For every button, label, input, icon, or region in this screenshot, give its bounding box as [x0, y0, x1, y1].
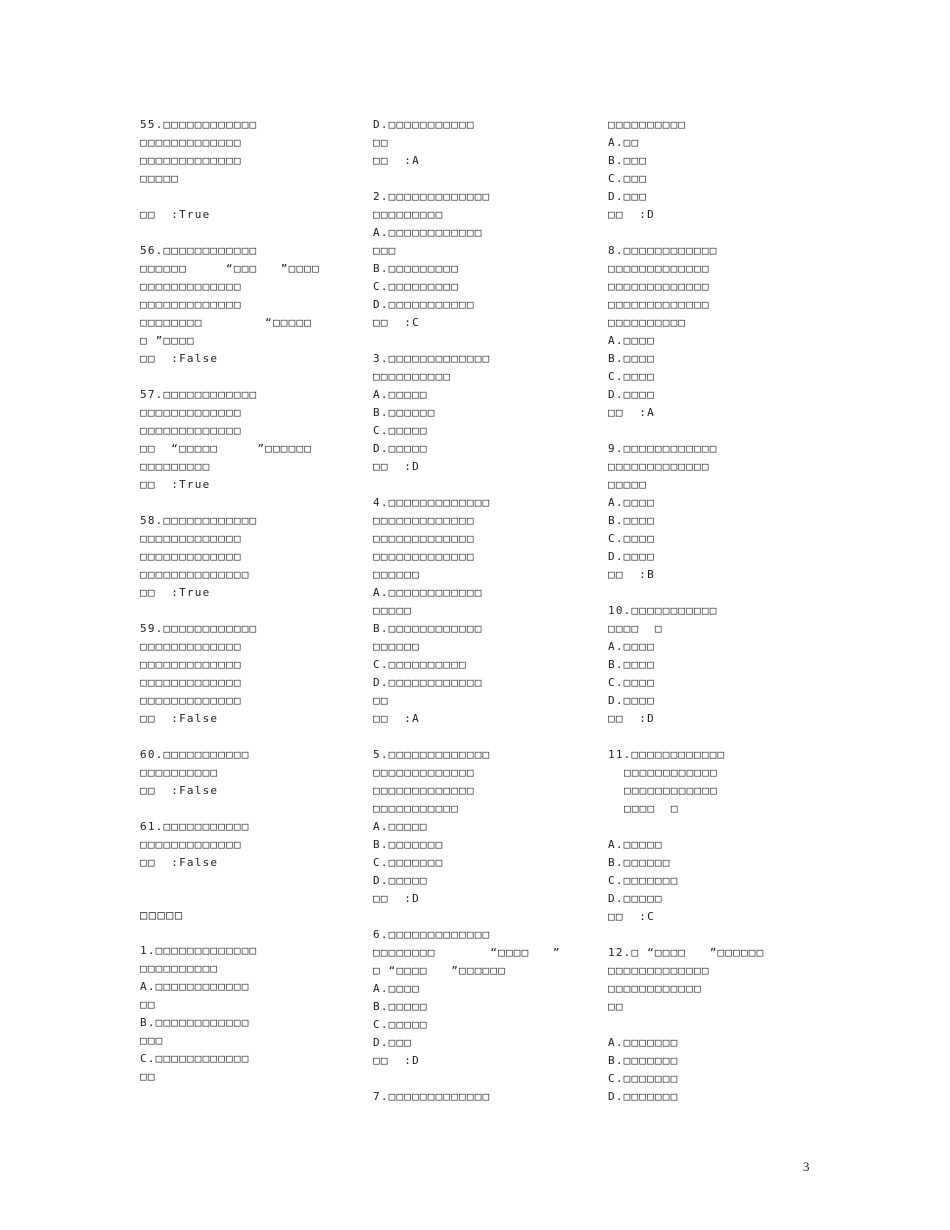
- question-text: □□□□□□□□□□□□□: [140, 676, 242, 689]
- option: B.□□□□□□□: [608, 1054, 679, 1067]
- option: B.□□□□□□: [608, 856, 671, 869]
- question-56: [140, 242, 355, 350]
- option: A.□□□□□□□□□□□□: [373, 226, 483, 239]
- question-text: □□□□□□□□□□□□□: [373, 532, 475, 545]
- option: D.□□□□□: [608, 892, 663, 905]
- question-text: □□ “□□□□□ ”□□□□□□: [140, 442, 313, 455]
- question-text: □□□□□□□□□□□□□: [608, 298, 710, 311]
- section-heading: □□□□□: [140, 908, 184, 922]
- question-text: □□□□□□□□□□□□□: [608, 262, 710, 275]
- option: D.□□□□□□□□□□□: [373, 298, 475, 311]
- option: □□: [373, 694, 389, 707]
- option: B.□□□□: [608, 658, 655, 671]
- question-7: [373, 1088, 588, 1106]
- question-60: [140, 746, 355, 782]
- question-text: □□□□□□□□□□□□□: [140, 136, 242, 149]
- option: B.□□□□□□: [373, 406, 436, 419]
- question-text: □□□□□□□□□□□□□: [140, 406, 242, 419]
- question-text: □□□□□□ “□□□ ”□□□□: [140, 262, 320, 275]
- question-text: 11.□□□□□□□□□□□□: [608, 748, 726, 761]
- answer: □□ :A: [373, 712, 420, 725]
- option: A.□□□□□: [608, 838, 663, 851]
- question-text: 2.□□□□□□□□□□□□□: [373, 190, 491, 203]
- question-text: 6.□□□□□□□□□□□□□: [373, 928, 491, 941]
- option: B.□□□□□□□□□□□□: [373, 622, 483, 635]
- question-text: □ “□□□□ ”□□□□□□: [373, 964, 506, 977]
- question-text: □□□□□□□□□□□□□: [140, 838, 242, 851]
- option: D.□□□□: [608, 388, 655, 401]
- option: C.□□□□□: [373, 1018, 428, 1031]
- question-text: □□□□□□□□ “□□□□□: [140, 316, 313, 329]
- option: B.□□□□: [608, 352, 655, 365]
- question-text: □□□□□□□□□□: [608, 316, 687, 329]
- page-number: 3: [803, 1159, 810, 1174]
- option: C.□□□□: [608, 370, 655, 383]
- question-11: [608, 746, 823, 818]
- option: A.□□□□: [608, 334, 655, 347]
- option: D.□□□: [608, 190, 648, 203]
- question-text: 59.□□□□□□□□□□□□: [140, 622, 258, 635]
- option: C.□□□□□: [373, 424, 428, 437]
- question-text: □□□□□□□□ “□□□□ ”: [373, 946, 561, 959]
- option: B.□□□□□: [373, 1000, 428, 1013]
- question-text: □□□□□□□□□□□□□: [140, 298, 242, 311]
- question-text: □□□□□□□□□□□: [373, 802, 460, 815]
- answer: □□ :False: [140, 784, 219, 797]
- option: D.□□□□□□□□□□□□: [373, 676, 483, 689]
- question-text: □□□□□□□□□□□□□: [608, 280, 710, 293]
- option: □□□: [140, 1034, 164, 1047]
- option: C.□□□□□□□□□□□□: [140, 1052, 250, 1065]
- question-1: [140, 942, 355, 1086]
- answer: □□ :False: [140, 352, 219, 365]
- question-58: [140, 512, 355, 584]
- question-text: □□□□□□□□□□□□□: [608, 460, 710, 473]
- question-9: [608, 440, 823, 566]
- question-text: □□□□□□□□□□□□□: [140, 658, 242, 671]
- question-text: 8.□□□□□□□□□□□□: [608, 244, 718, 257]
- option: A.□□□□□□□: [608, 1036, 679, 1049]
- question-text: □ ”□□□□: [140, 334, 195, 347]
- question-text: □□□□□□□□□□□□□: [140, 694, 242, 707]
- question-text: □□□□□□□□□□□□□: [373, 784, 475, 797]
- answer: □□ :D: [608, 712, 655, 725]
- question-text: □□□□□: [140, 172, 180, 185]
- option: □□□□□□: [373, 640, 420, 653]
- question-text: □□□□□□□□□: [373, 208, 444, 221]
- option: C.□□□□□□□□□□: [373, 658, 467, 671]
- question-6: [373, 926, 588, 1052]
- question-text: □□□□□□□□□□□□□□: [140, 568, 250, 581]
- answer: □□ :True: [140, 478, 211, 491]
- answer: □□ :D: [373, 460, 420, 473]
- option: D.□□□□□□□: [608, 1090, 679, 1103]
- question-12: [608, 944, 823, 1016]
- question-text: 9.□□□□□□□□□□□□: [608, 442, 718, 455]
- question-text: □□□□□□□□□□□□□: [140, 424, 242, 437]
- question-4: [373, 494, 588, 710]
- question-text: □□□□ □: [608, 622, 663, 635]
- question-text: 5.□□□□□□□□□□□□□: [373, 748, 491, 761]
- answer: □□ :True: [140, 208, 211, 221]
- answer: □□ :False: [140, 712, 219, 725]
- question-text: □□□□□: [608, 478, 648, 491]
- option: B.□□□: [608, 154, 648, 167]
- question-text: 58.□□□□□□□□□□□□: [140, 514, 258, 527]
- question-text: □□□□□□: [373, 568, 420, 581]
- option: C.□□□□: [608, 532, 655, 545]
- option: C.□□□□□□□□□: [373, 280, 460, 293]
- option: C.□□□□□□□: [608, 1072, 679, 1085]
- option: D.□□□□□: [373, 874, 428, 887]
- question-text: 3.□□□□□□□□□□□□□: [373, 352, 491, 365]
- option: A.□□□□: [608, 496, 655, 509]
- option: D.□□□□: [608, 694, 655, 707]
- option: B.□□□□□□□: [373, 838, 444, 851]
- answer: □□ :D: [608, 208, 655, 221]
- column-right: [608, 116, 823, 1106]
- option: A.□□□□: [608, 640, 655, 653]
- option: A.□□□□: [373, 982, 420, 995]
- option: A.□□□□□: [373, 388, 428, 401]
- question-text: □□□□□□□□□□□□□: [373, 550, 475, 563]
- option: □□□: [373, 244, 397, 257]
- question-text: □□□□□□□□□□: [140, 962, 219, 975]
- question-text: 57.□□□□□□□□□□□□: [140, 388, 258, 401]
- question-text: □□□□□□□□□□□□□: [373, 766, 475, 779]
- answer: □□ :A: [373, 154, 420, 167]
- option: □□: [373, 136, 389, 149]
- option: B.□□□□□□□□□: [373, 262, 460, 275]
- option: D.□□□: [373, 1036, 413, 1049]
- question-59: [140, 620, 355, 710]
- question-text: 55.□□□□□□□□□□□□: [140, 118, 258, 131]
- answer: □□ :A: [608, 406, 655, 419]
- question-55: [140, 116, 355, 188]
- question-61: [140, 818, 355, 854]
- question-text: 61.□□□□□□□□□□□: [140, 820, 250, 833]
- question-10: [608, 602, 823, 710]
- answer: □□ :D: [373, 892, 420, 905]
- question-text: 1.□□□□□□□□□□□□□: [140, 944, 258, 957]
- question-text: □□□□□□□□□□□□□: [140, 532, 242, 545]
- question-text: 10.□□□□□□□□□□□: [608, 604, 718, 617]
- option: D.□□□□□: [373, 442, 428, 455]
- answer: □□ :False: [140, 856, 219, 869]
- question-5: [373, 746, 588, 890]
- question-text: 7.□□□□□□□□□□□□□: [373, 1090, 491, 1103]
- question-text: □□□□□□□□□□□□: [608, 982, 702, 995]
- question-2: [373, 188, 588, 314]
- question-text: □□□□□□□□□□□□□: [140, 280, 242, 293]
- option: A.□□□□□□□□□□□□: [373, 586, 483, 599]
- question-text: □□□□□□□□□□□□: [624, 784, 718, 797]
- question-text: □□□□□□□□□□: [140, 766, 219, 779]
- question-3: [373, 350, 588, 458]
- option: C.□□□□: [608, 676, 655, 689]
- option: C.□□□□□□□: [373, 856, 444, 869]
- question-text: 56.□□□□□□□□□□□□: [140, 244, 258, 257]
- option: D.□□□□□□□□□□□: [373, 118, 475, 131]
- answer: □□ :C: [373, 316, 420, 329]
- question-text: □□□□□□□□□□□□□: [140, 154, 242, 167]
- option: B.□□□□: [608, 514, 655, 527]
- question-text: □□□□□□□□□□□□□: [373, 514, 475, 527]
- answer: □□ :B: [608, 568, 655, 581]
- option: □□□□□: [373, 604, 413, 617]
- question-text: □□□□ □: [624, 802, 679, 815]
- column-left: [140, 116, 355, 1086]
- question-57: [140, 386, 355, 476]
- answer: □□ :True: [140, 586, 211, 599]
- question-7-continued: [608, 116, 823, 206]
- column-middle: [373, 116, 588, 1106]
- question-12-options: [608, 1034, 823, 1106]
- option: A.□□□□□: [373, 820, 428, 833]
- question-11-options: [608, 836, 823, 908]
- option: C.□□□: [608, 172, 648, 185]
- question-text: 12.□ “□□□□ ”□□□□□□: [608, 946, 765, 959]
- option: A.□□□□□□□□□□□□: [140, 980, 250, 993]
- question-text: 60.□□□□□□□□□□□: [140, 748, 250, 761]
- question-text: □□□□□□□□□□: [373, 370, 452, 383]
- question-1-continued: [373, 116, 588, 152]
- answer: □□ :C: [608, 910, 655, 923]
- option: □□: [140, 998, 156, 1011]
- option: D.□□□□: [608, 550, 655, 563]
- option: A.□□: [608, 136, 640, 149]
- option: B.□□□□□□□□□□□□: [140, 1016, 250, 1029]
- option: C.□□□□□□□: [608, 874, 679, 887]
- question-text: □□□□□□□□□: [140, 460, 211, 473]
- question-text: □□□□□□□□□□□□□: [608, 964, 710, 977]
- question-text: □□: [608, 1000, 624, 1013]
- option: □□: [140, 1070, 156, 1083]
- question-text: □□□□□□□□□□□□: [624, 766, 718, 779]
- question-text: 4.□□□□□□□□□□□□□: [373, 496, 491, 509]
- question-text: □□□□□□□□□□: [608, 118, 687, 131]
- question-8: [608, 242, 823, 404]
- question-text: □□□□□□□□□□□□□: [140, 550, 242, 563]
- answer: □□ :D: [373, 1054, 420, 1067]
- question-text: □□□□□□□□□□□□□: [140, 640, 242, 653]
